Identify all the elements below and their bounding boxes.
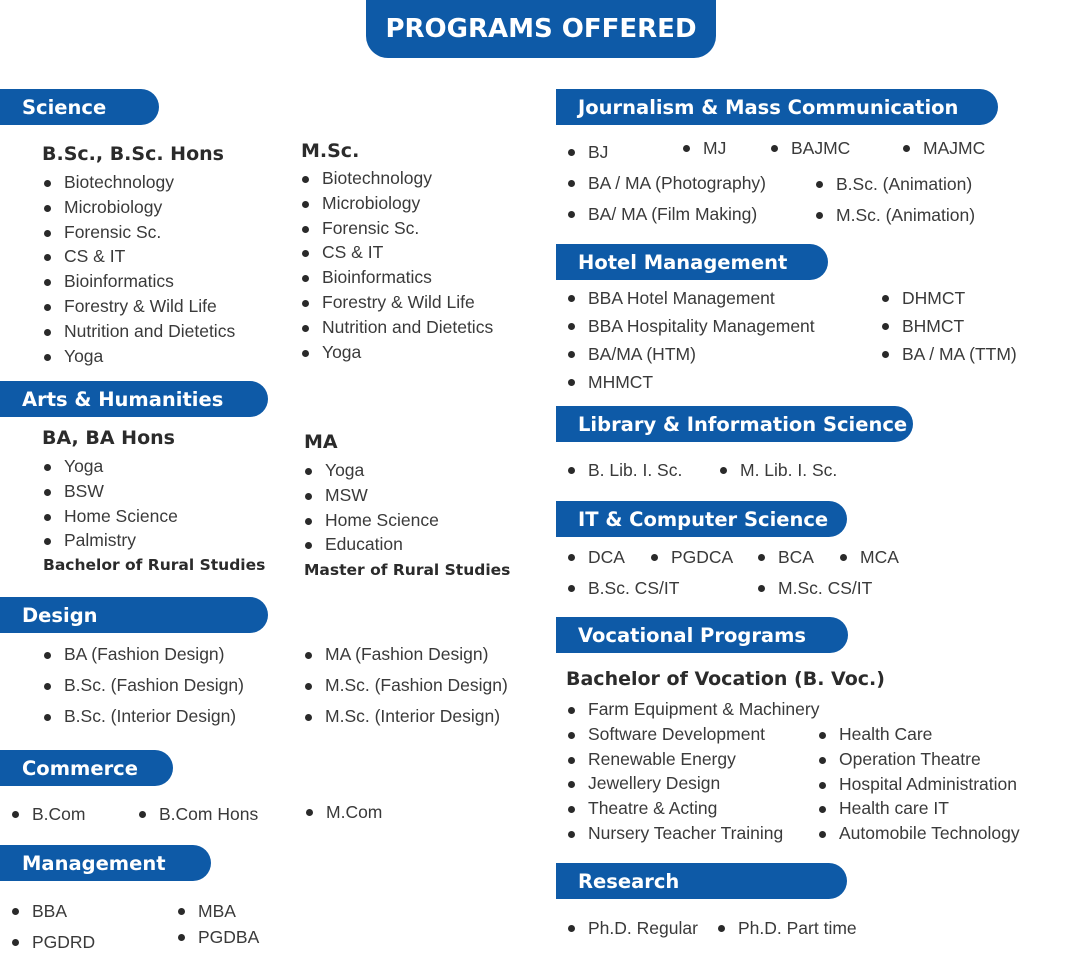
list-item: Yoga bbox=[42, 454, 178, 479]
management-header: Management bbox=[0, 845, 211, 881]
list-item: Hospital Administration bbox=[817, 772, 1020, 797]
list-item: BA/ MA (Film Making) bbox=[566, 202, 757, 226]
list-item: Health care IT bbox=[817, 796, 1020, 821]
list-item: M.Sc. CS/IT bbox=[756, 576, 872, 600]
list-item: MJ bbox=[681, 136, 726, 160]
list-item: Nursery Teacher Training bbox=[566, 821, 819, 846]
design-ug-list bbox=[42, 639, 244, 732]
list-item: M.Com bbox=[304, 800, 382, 824]
list-item: Jewellery Design bbox=[566, 771, 819, 796]
it-header: IT & Computer Science bbox=[556, 501, 847, 537]
hotel-left-list bbox=[566, 284, 815, 396]
list-item: BHMCT bbox=[880, 312, 1017, 340]
science-ug-list bbox=[42, 170, 235, 368]
list-item: Automobile Technology bbox=[817, 821, 1020, 846]
list-item: Nutrition and Dietetics bbox=[42, 319, 235, 344]
list-item: Education bbox=[303, 532, 439, 557]
list-item: MA (Fashion Design) bbox=[303, 639, 508, 670]
list-item: MAJMC bbox=[901, 136, 985, 160]
list-item: MHMCT bbox=[566, 368, 815, 396]
list-item: BBA Hotel Management bbox=[566, 284, 815, 312]
list-item: Biotechnology bbox=[300, 166, 493, 191]
list-item: MCA bbox=[838, 545, 899, 569]
list-item: BA (Fashion Design) bbox=[42, 639, 244, 670]
list-item: DHMCT bbox=[880, 284, 1017, 312]
list-item: BBA bbox=[10, 899, 67, 923]
list-item: Forestry & Wild Life bbox=[42, 294, 235, 319]
hotel-right-list bbox=[880, 284, 1017, 368]
list-item: Yoga bbox=[300, 340, 493, 365]
list-item: MBA bbox=[176, 899, 236, 923]
list-item: BAJMC bbox=[769, 136, 850, 160]
list-item: Renewable Energy bbox=[566, 747, 819, 772]
list-item: B.Sc. (Interior Design) bbox=[42, 701, 244, 732]
arts-pg-extra: Master of Rural Studies bbox=[304, 561, 511, 579]
list-item: Bioinformatics bbox=[42, 269, 235, 294]
arts-header: Arts & Humanities bbox=[0, 381, 268, 417]
list-item: Farm Equipment & Machinery bbox=[566, 697, 819, 722]
list-item: Ph.D. Part time bbox=[716, 916, 857, 940]
list-item: PGDRD bbox=[10, 930, 95, 954]
list-item: Forensic Sc. bbox=[42, 220, 235, 245]
list-item: M.Sc. (Interior Design) bbox=[303, 701, 508, 732]
science-ug-title: B.Sc., B.Sc. Hons bbox=[42, 143, 224, 165]
list-item: BA/MA (HTM) bbox=[566, 340, 815, 368]
list-item: BA / MA (Photography) bbox=[566, 171, 766, 195]
list-item: Nutrition and Dietetics bbox=[300, 315, 493, 340]
list-item: Health Care bbox=[817, 722, 1020, 747]
vocational-header: Vocational Programs bbox=[556, 617, 848, 653]
list-item: Theatre & Acting bbox=[566, 796, 819, 821]
list-item: Yoga bbox=[303, 458, 439, 483]
vocational-sub-title: Bachelor of Vocation (B. Voc.) bbox=[566, 668, 885, 690]
list-item: M. Lib. I. Sc. bbox=[718, 458, 837, 482]
list-item: MSW bbox=[303, 483, 439, 508]
list-item: Microbiology bbox=[42, 195, 235, 220]
commerce-header: Commerce bbox=[0, 750, 173, 786]
arts-ug-list bbox=[42, 454, 178, 553]
list-item: Home Science bbox=[303, 508, 439, 533]
design-header: Design bbox=[0, 597, 268, 633]
list-item: CS & IT bbox=[42, 244, 235, 269]
list-item: BBA Hospitality Management bbox=[566, 312, 815, 340]
list-item: Ph.D. Regular bbox=[566, 916, 698, 940]
list-item: B.Sc. (Animation) bbox=[814, 172, 972, 196]
science-pg-title: M.Sc. bbox=[301, 140, 360, 162]
arts-ug-extra: Bachelor of Rural Studies bbox=[43, 556, 266, 574]
science-header: Science bbox=[0, 89, 159, 125]
arts-pg-list bbox=[303, 458, 439, 557]
list-item: Forensic Sc. bbox=[300, 216, 493, 241]
list-item: Yoga bbox=[42, 344, 235, 369]
science-pg-list bbox=[300, 166, 493, 364]
list-item: Forestry & Wild Life bbox=[300, 290, 493, 315]
list-item: DCA bbox=[566, 545, 625, 569]
list-item: BCA bbox=[756, 545, 814, 569]
list-item: Home Science bbox=[42, 504, 178, 529]
library-header: Library & Information Science bbox=[556, 406, 913, 442]
list-item: Operation Theatre bbox=[817, 747, 1020, 772]
list-item: M.Sc. (Fashion Design) bbox=[303, 670, 508, 701]
list-item: PGDBA bbox=[176, 925, 259, 949]
list-item: Palmistry bbox=[42, 528, 178, 553]
list-item: Microbiology bbox=[300, 191, 493, 216]
list-item: M.Sc. (Animation) bbox=[814, 203, 975, 227]
list-item: B.Com Hons bbox=[137, 802, 258, 826]
journalism-header: Journalism & Mass Communication bbox=[556, 89, 998, 125]
list-item: B.Sc. (Fashion Design) bbox=[42, 670, 244, 701]
list-item: CS & IT bbox=[300, 240, 493, 265]
list-item: B.Com bbox=[10, 802, 85, 826]
list-item: Software Development bbox=[566, 722, 819, 747]
vocational-right-list bbox=[817, 722, 1020, 846]
list-item: Biotechnology bbox=[42, 170, 235, 195]
arts-ug-title: BA, BA Hons bbox=[42, 427, 175, 449]
list-item: B. Lib. I. Sc. bbox=[566, 458, 682, 482]
hotel-header: Hotel Management bbox=[556, 244, 828, 280]
design-pg-list bbox=[303, 639, 508, 732]
list-item: BA / MA (TTM) bbox=[880, 340, 1017, 368]
research-header: Research bbox=[556, 863, 847, 899]
list-item: B.Sc. CS/IT bbox=[566, 576, 679, 600]
arts-pg-title: MA bbox=[304, 431, 338, 453]
vocational-left-list bbox=[566, 697, 819, 846]
list-item: BSW bbox=[42, 479, 178, 504]
list-item: Bioinformatics bbox=[300, 265, 493, 290]
page-title: PROGRAMS OFFERED bbox=[366, 0, 716, 58]
list-item: PGDCA bbox=[649, 545, 733, 569]
list-item: BJ bbox=[566, 140, 608, 164]
